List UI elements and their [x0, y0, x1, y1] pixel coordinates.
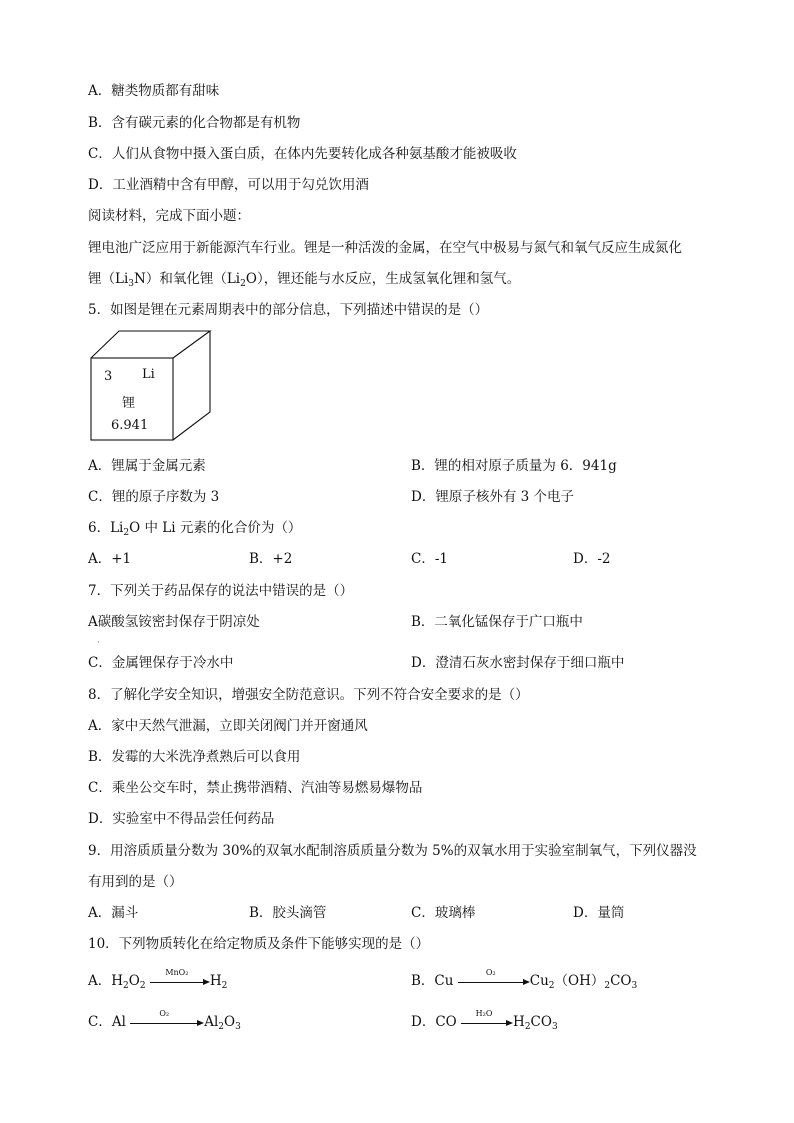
q9-option-a: A．漏斗 [88, 905, 139, 921]
reading-intro: 阅读材料，完成下面小题： [88, 208, 250, 224]
reaction-arrow [461, 1009, 513, 1028]
q10-stem: 10．下列物质转化在给定物质及条件下能够实现的是（） [88, 936, 430, 952]
reading-line-1: 锂电池广泛应用于新能源汽车行业。锂是一种活泼的金属，在空气中极易与氮气和氧气反应生成氮化 [88, 240, 682, 256]
q7-option-a: A碳酸氢铵密封保存于阴凉处 [88, 614, 260, 630]
reading-line-2: 锂$(Li_3N)$和氧化锂$(Li_2O)$，锂还能与水反应，生成氢氧化锂和氢气。 [88, 271, 521, 289]
reaction-arrow [130, 1009, 204, 1028]
q9-option-c: C．玻璃棒 [411, 905, 476, 921]
reaction-condition: H₂O [475, 1009, 493, 1018]
q7-emphasis-dot: · [97, 638, 100, 647]
q9-stem-line-2: 有用到的是（） [88, 874, 183, 890]
q9-option-d: D．量筒 [573, 905, 625, 921]
reaction-condition: O₂ [159, 1009, 170, 1018]
cube-outline [90, 330, 212, 442]
reaction-condition: MnO₂ [165, 968, 189, 977]
q5-option-a: A．锂属于金属元素 [88, 458, 206, 474]
q4-option-a: A．糖类物质都有甜味 [88, 83, 220, 99]
q5-option-d: D．锂原子核外有 3 个电子 [411, 489, 574, 505]
q8-stem: 8．了解化学安全知识，增强安全防范意识。下列不符合安全要求的是（） [88, 687, 529, 703]
q8-option-d: D．实验室中不得品尝任何药品 [88, 811, 275, 827]
element-symbol: Li [142, 367, 155, 382]
q6-option-d: D．-2 [573, 551, 611, 567]
q10-option-c: C．Al O₂ $Al_2O_3$ [88, 1009, 241, 1032]
reaction-arrow [458, 968, 530, 987]
q4-option-c: C．人们从食物中摄入蛋白质，在体内先要转化成各种氨基酸才能被吸收 [88, 146, 517, 162]
q5-option-b: B．锂的相对原子质量为 6．941g [411, 458, 617, 474]
q7-option-c: C．金属锂保存于冷水中 [88, 655, 234, 671]
element-name: 锂 [122, 396, 136, 411]
q10-option-d: D．CO H₂O $H_2CO_3$ [411, 1009, 558, 1032]
q5-option-c: C．锂的原子序数为 3 [88, 489, 220, 505]
q9-option-b: B．胶头滴管 [249, 905, 327, 921]
element-mass: 6.941 [111, 418, 149, 433]
q4-option-b: B．含有碳元素的化合物都是有机物 [88, 115, 301, 131]
q6-option-c: C．-1 [411, 551, 448, 567]
q6-option-a: A．+1 [88, 551, 132, 567]
reaction-arrow [150, 968, 210, 987]
element-cube-diagram [90, 330, 212, 442]
q4-option-d: D．工业酒精中含有甲醇，可以用于勾兑饮用酒 [88, 177, 369, 193]
element-atomic-number: 3 [104, 369, 113, 384]
q7-option-d: D．澄清石灰水密封保存于细口瓶中 [411, 655, 625, 671]
q8-option-a: A．家中天然气泄漏，立即关闭阀门并开窗通风 [88, 718, 368, 734]
q5-stem: 5．如图是锂在元素周期表中的部分信息，下列描述中错误的是（） [88, 302, 489, 318]
reaction-condition: O₂ [485, 968, 496, 977]
q7-option-b: B．二氧化锰保存于广口瓶中 [411, 614, 583, 630]
q9-stem-line-1: 9．用溶质质量分数为 30%的双氧水配制溶质质量分数为 5%的双氧水用于实验室制氧气，下列仪器没 [88, 843, 697, 859]
q6-stem: 6．$Li_2O$ 中 Li 元素的化合价为（） [88, 520, 302, 538]
q10-option-b: B．Cu O₂ $Cu_2(OH)_2CO_3$ [411, 968, 638, 991]
q6-option-b: B．+2 [249, 551, 293, 567]
q8-option-b: B．发霉的大米洗净煮熟后可以食用 [88, 749, 301, 765]
q8-option-c: C．乘坐公交车时，禁止携带酒精、汽油等易燃易爆物品 [88, 780, 423, 796]
q7-stem: 7．下列关于药品保存的说法中错误的是（） [88, 583, 354, 599]
q10-option-a: A．$H_2O_2$ MnO₂ $H_2$ [88, 968, 228, 991]
